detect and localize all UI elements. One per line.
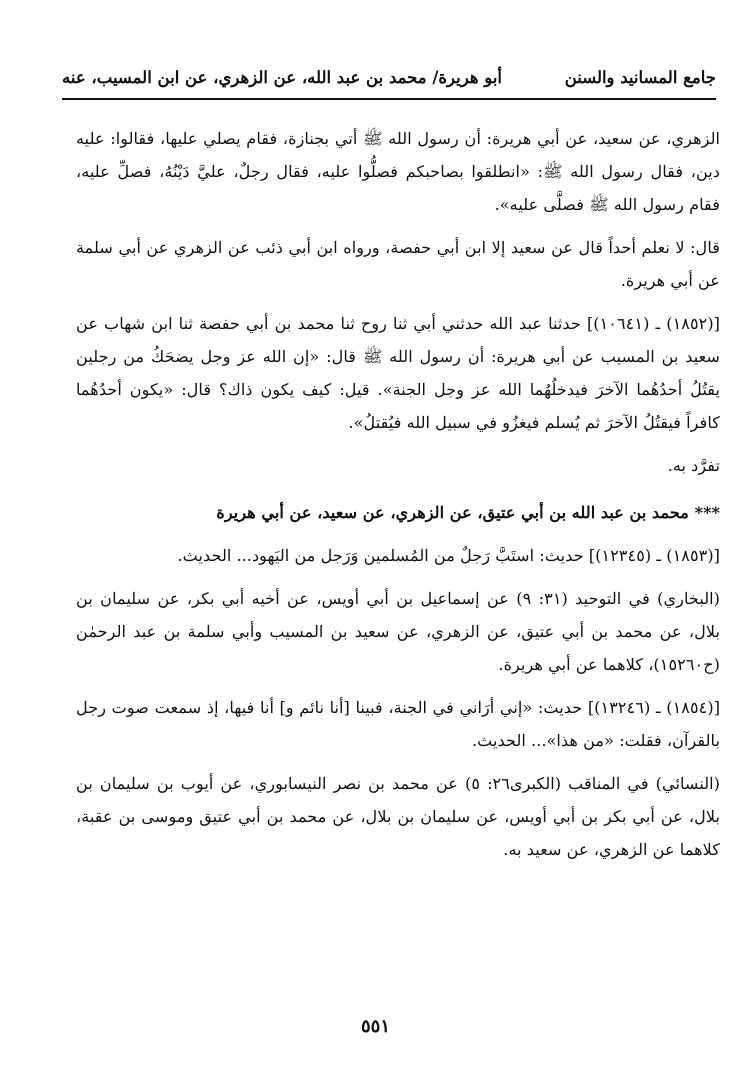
bukhari-reference: (البخاري) في التوحيد (٣١: ٩) عن إسماعيل بن أبي أويس، عن أخيه أبي بكر، عن سليمان بن بلال، عن محمد بن أبي عتيق، عن الزهري، عن سعيد بن المسيب وأبي سلمة بن عبد الرحمٰن (ح١٥٢٦٠)، كلاهما عن أبي هريرة. (76, 589, 720, 674)
nasai-reference: (النسائي) في المناقب (الكبرى٢٦: ٥) عن محمد بن نصر النيسابوري، عن أيوب بن سليمان بن بلال، عن أبي بكر بن أبي أويس، عن سليمان بن بلال، عن محمد بن أبي عتيق وموسى بن عقبة، كلاهما عن الزهري، عن سعيد به. (76, 774, 720, 859)
paragraph-1: الزهري، عن سعيد، عن أبي هريرة: أن رسول الله ﷺ أتي بجنازة، فقام يصلي عليها، فقالوا: عليه دين، فقال رسول الله ﷺ: «انطلقوا بصاحبكم فصلُّوا عليه، فقال رجلٌ، عليَّ دَيْنُهُ، فصلِّ عليه، فقام رسول الله ﷺ فصلَّى عليه». (76, 129, 720, 214)
page-body (76, 122, 720, 876)
page-number: ٥٥١ (360, 1016, 390, 1037)
paragraph-2: قال: لا نعلم أحداً قال عن سعيد إلا ابن أبي حفصة، ورواه ابن أبي ذئب عن الزهري عن أبي سلمة عن أبي هريرة. (76, 238, 720, 290)
header-section-title: أبو هريرة/ محمد بن عبد الله، عن الزهري، عن ابن المسيب، عنه (62, 68, 502, 87)
chain-heading: *** محمد بن عبد الله بن أبي عتيق، عن الزهري، عن سعيد، عن أبي هريرة (216, 503, 720, 522)
hadith-1852: [(١٨٥٢) ـ (١٠٦٤١)] حدثنا عبد الله حدثني أبي ثنا روح ثنا محمد بن أبي حفصة ثنا ابن شهاب عن سعيد بن المسيب عن أبي هريرة: أن رسول الله ﷺ قال: «إن الله عز وجل يضحَكُ من رجلين يقتُلُ أحدُهُما الآخرَ فيدخلُهُما الله عز وجل الجنة». قيل: كيف يكون ذاك؟ قال: «يكون أحدُهُما كافراً فيقتُلُ الآخرَ ثم يُسلم فيغزُو في سبيل الله فيُقتلُ». (76, 314, 720, 432)
header-book-title: جامع المسانيد والسنن (564, 68, 716, 87)
note-tafarrad: تفرَّد به. (667, 456, 720, 475)
hadith-1853: [(١٨٥٣) ـ (١٢٣٤٥)] حديث: استَبَّ رَجلٌ من المُسلمين وَرَجل من اليَهود... الحديث. (177, 546, 720, 565)
hadith-1854: [(١٨٥٤) ـ (١٣٢٤٦)] حديث: «إني أرَاني في الجنة، فبينا [أنا نائم و] أنا فيها، إذ سمعت صوت رجل بالقرآن، فقلت: «من هذا»... الحديث. (76, 698, 721, 750)
running-header (62, 62, 716, 100)
